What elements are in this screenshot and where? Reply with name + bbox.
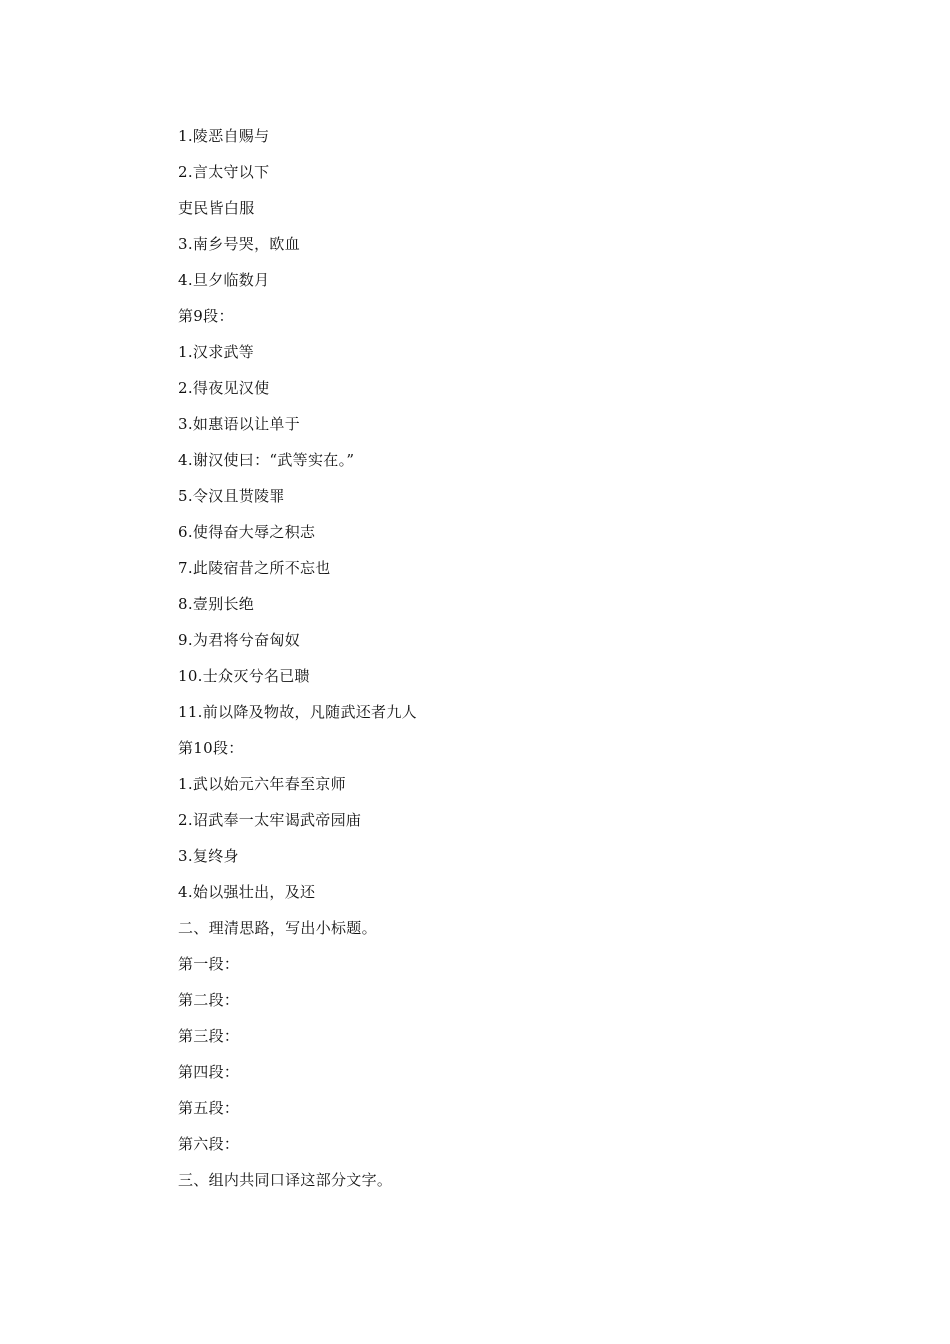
text-line: 4.始以强壮出，及还 (178, 883, 316, 901)
text-line: 1.武以始元六年春至京师 (178, 775, 346, 793)
text-line: 1.陵恶自赐与 (178, 127, 270, 145)
text-line: 3.如惠语以让单于 (178, 415, 301, 433)
task-heading: 二、理清思路，写出小标题。 (178, 919, 377, 937)
text-line: 2.言太守以下 (178, 163, 270, 181)
text-line: 2.得夜见汉使 (178, 379, 270, 397)
text-line: 8.壹别长绝 (178, 595, 255, 613)
text-line: 10.士众灭兮名已聩 (178, 667, 310, 685)
text-line: 2.诏武奉一太牢谒武帝园庙 (178, 811, 362, 829)
text-line: 7.此陵宿昔之所不忘也 (178, 559, 331, 577)
paragraph-label: 第三段： (178, 1027, 240, 1045)
text-line: 6.使得奋大辱之积志 (178, 523, 316, 541)
text-line: 4.旦夕临数月 (178, 271, 270, 289)
text-line: 11.前以降及物故，凡随武还者九人 (178, 703, 417, 721)
paragraph-label: 第二段： (178, 991, 240, 1009)
text-line: 9.为君将兮奋匈奴 (178, 631, 301, 649)
task-heading: 三、组内共同口译这部分文字。 (178, 1171, 393, 1189)
text-line: 吏民皆白服 (178, 199, 255, 217)
document-body (178, 124, 417, 1204)
section-heading: 第9段： (178, 307, 234, 325)
paragraph-label: 第六段： (178, 1135, 240, 1153)
text-line: 3.南乡号哭，欧血 (178, 235, 301, 253)
text-line: 3.复终身 (178, 847, 239, 865)
paragraph-label: 第五段： (178, 1099, 240, 1117)
text-line: 5.令汉且贳陵罪 (178, 487, 285, 505)
section-heading: 第10段： (178, 739, 244, 757)
paragraph-label: 第四段： (178, 1063, 240, 1081)
text-line: 1.汉求武等 (178, 343, 255, 361)
text-line: 4.谢汉使曰：“武等实在。” (178, 451, 355, 469)
paragraph-label: 第一段： (178, 955, 240, 973)
